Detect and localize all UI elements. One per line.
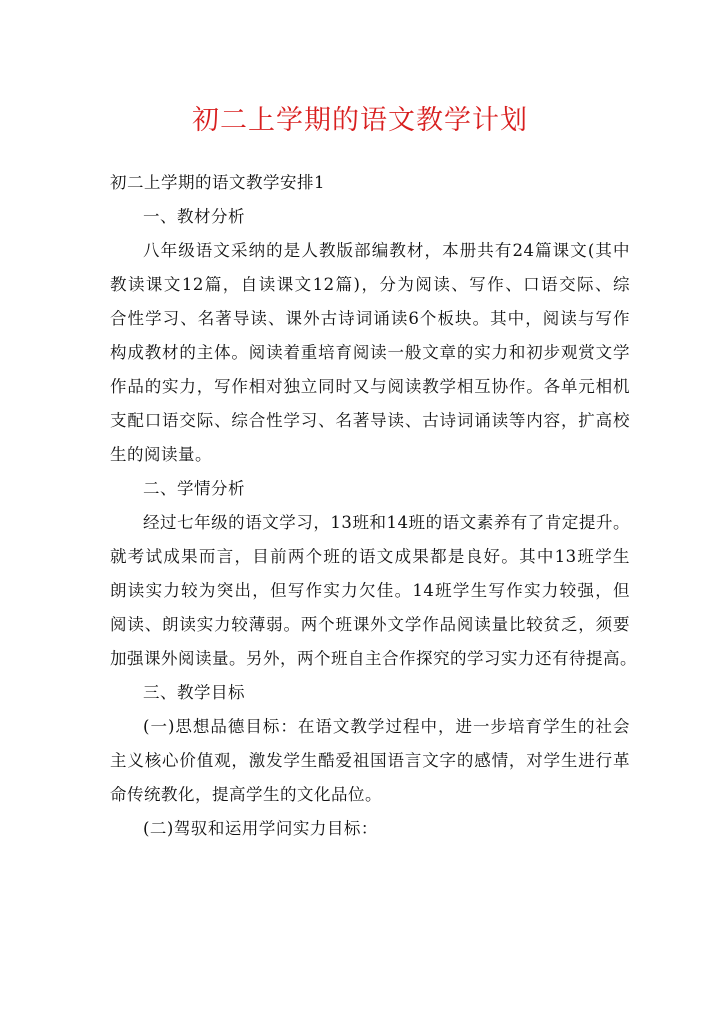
paragraph-line: 朗读实力较为突出，但写作实力欠佳。14班学生写作实力较强，但	[110, 581, 630, 600]
section-heading-materials: 一、教材分析	[143, 207, 245, 226]
paragraph-line: 主义核心价值观，激发学生酷爱祖国语言文字的感情，对学生进行革	[110, 751, 630, 770]
paragraph-line: (一)思想品德目标：在语文教学过程中，进一步培育学生的社会	[143, 717, 630, 736]
section-heading-goals: 三、教学目标	[143, 683, 245, 702]
subsection-line: (二)驾驭和运用学问实力目标：	[143, 819, 378, 838]
paragraph-line: 八年级语文采纳的是人教版部编教材，本册共有24篇课文(其中	[143, 241, 630, 260]
document-body	[110, 166, 637, 846]
paragraph-line: 经过七年级的语文学习，13班和14班的语文素养有了肯定提升。	[143, 513, 630, 532]
section-students-paragraph	[110, 506, 637, 676]
paragraph-line: 构成教材的主体。阅读着重培育阅读一般文章的实力和初步观赏文学	[110, 343, 630, 362]
section-heading-students: 二、学情分析	[143, 479, 245, 498]
section-goals-paragraph	[110, 710, 630, 812]
paragraph-line: 生的阅读量。	[110, 445, 212, 464]
paragraph-line: 合性学习、名著导读、课外古诗词诵读6个板块。其中，阅读与写作	[110, 309, 630, 328]
paragraph-line: 阅读、朗读实力较薄弱。两个班课外文学作品阅读量比较贫乏，须要	[110, 615, 630, 634]
paragraph-line: 教读课文12篇，自读课文12篇)，分为阅读、写作、口语交际、综	[110, 275, 630, 294]
section-materials-paragraph	[110, 234, 630, 472]
document-subtitle: 初二上学期的语文教学安排1	[110, 173, 325, 192]
paragraph-line: 命传统教化，提高学生的文化品位。	[110, 785, 382, 804]
page-title: 初二上学期的语文教学计划	[192, 105, 528, 136]
paragraph-line: 作品的实力，写作相对独立同时又与阅读教学相互协作。各单元相机	[110, 377, 630, 396]
paragraph-line: 就考试成果而言，目前两个班的语文成果都是良好。其中13班学生	[110, 547, 630, 566]
paragraph-line: 支配口语交际、综合性学习、名著导读、古诗词诵读等内容，扩高校	[110, 411, 630, 430]
paragraph-line: 加强课外阅读量。另外，两个班自主合作探究的学习实力还有待提高。	[110, 649, 637, 668]
